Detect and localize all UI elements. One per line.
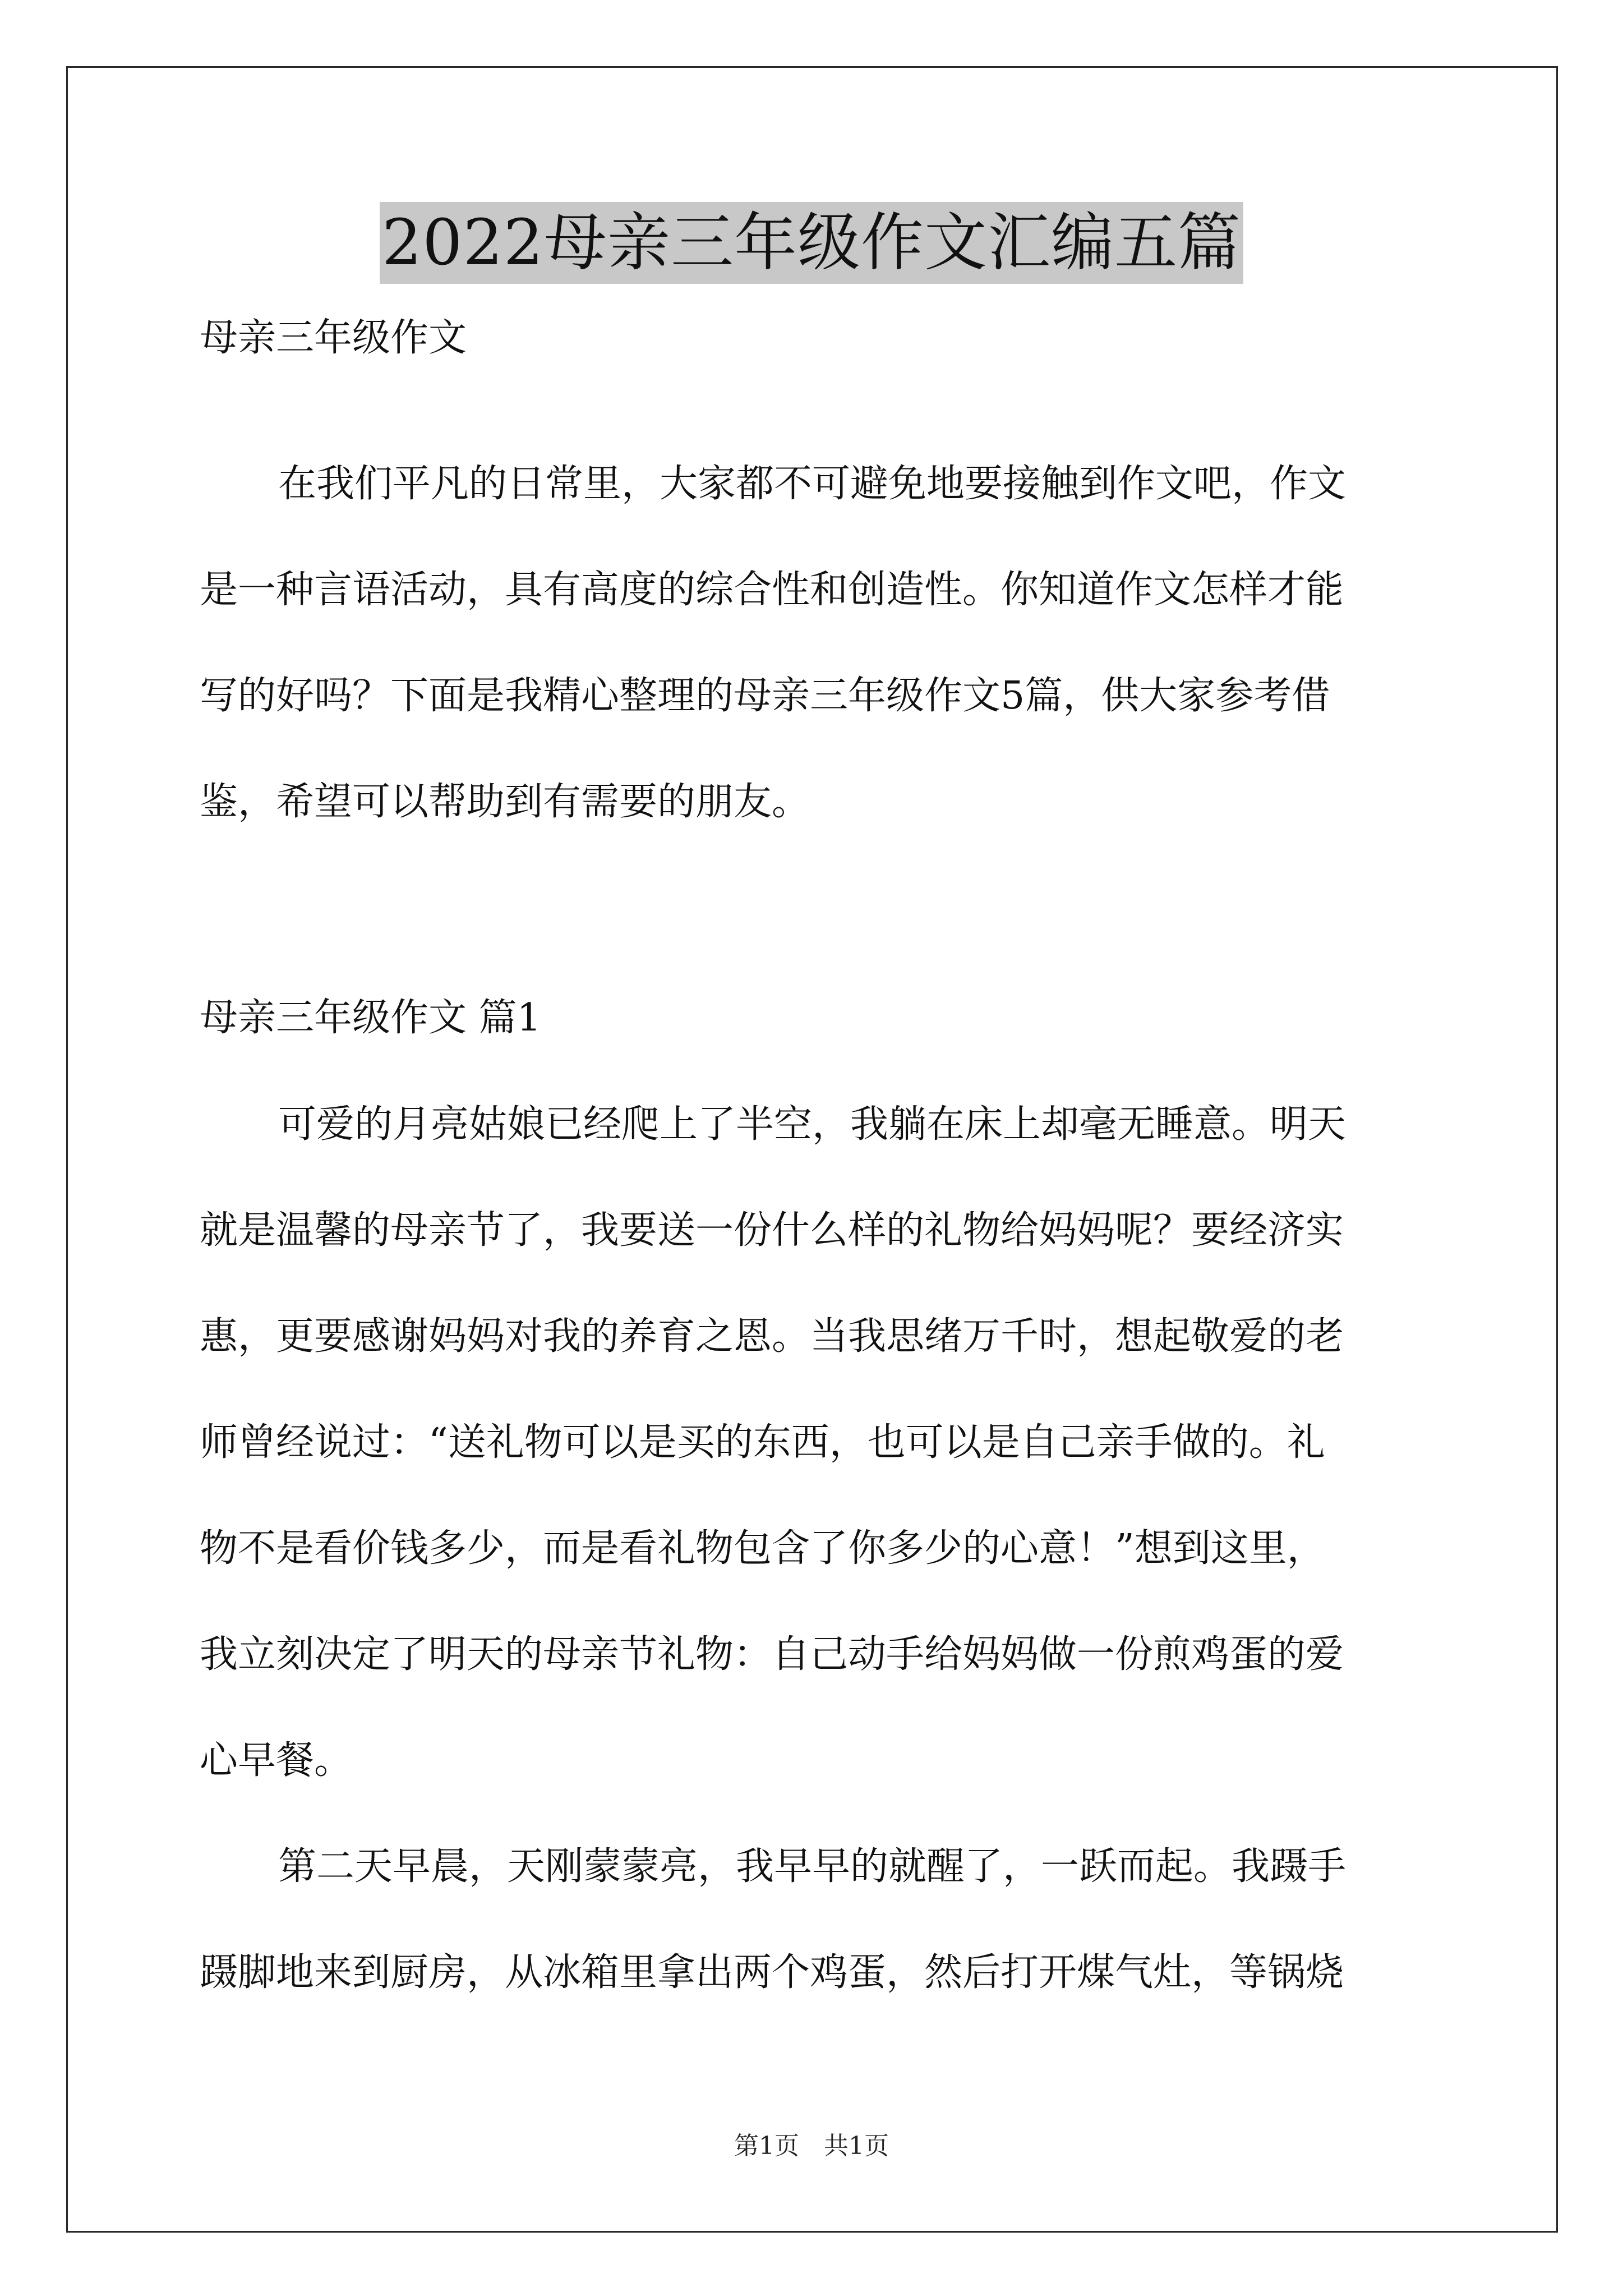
para1-line-2: 就是温馨的母亲节了，我要送一份什么样的礼物给妈妈呢？要经济实	[200, 1208, 1344, 1253]
intro-line-2: 是一种言语活动，具有高度的综合性和创造性。你知道作文怎样才能	[200, 568, 1344, 612]
para1-line-5: 物不是看价钱多少，而是看礼物包含了你多少的心意！”想到这里，	[200, 1526, 1325, 1571]
para2-line-2: 蹑脚地来到厨房，从冰箱里拿出两个鸡蛋，然后打开煤气灶，等锅烧	[200, 1950, 1344, 1995]
para1-line-7: 心早餐。	[200, 1738, 353, 1783]
intro-line-3: 写的好吗？下面是我精心整理的母亲三年级作文5篇，供大家参考借	[200, 674, 1330, 718]
para2-line-1: 第二天早晨，天刚蒙蒙亮，我早早的就醒了，一跃而起。我蹑手	[278, 1844, 1347, 1889]
para1-line-6: 我立刻决定了明天的母亲节礼物：自己动手给妈妈做一份煎鸡蛋的爱	[200, 1632, 1344, 1677]
intro-line-4: 鉴，希望可以帮助到有需要的朋友。	[200, 780, 810, 824]
page-footer	[0, 2129, 1623, 2163]
para1-line-4: 师曾经说过：“送礼物可以是买的东西，也可以是自己亲手做的。礼	[200, 1420, 1325, 1465]
intro-line-1: 在我们平凡的日常里，大家都不可避免地要接触到作文吧，作文	[278, 462, 1347, 506]
para1-line-1: 可爱的月亮姑娘已经爬上了半空，我躺在床上却毫无睡意。明天	[278, 1102, 1347, 1147]
section-heading-intro: 母亲三年级作文	[200, 316, 467, 360]
para1-line-3: 惠，更要感谢妈妈对我的养育之恩。当我思绪万千时，想起敬爱的老	[200, 1314, 1344, 1359]
section-heading-part1: 母亲三年级作文 篇1	[200, 996, 541, 1040]
title-container	[0, 202, 1623, 284]
document-title: 2022母亲三年级作文汇编五篇	[380, 202, 1243, 284]
page-number-label: 第1页 共1页	[734, 2132, 889, 2160]
